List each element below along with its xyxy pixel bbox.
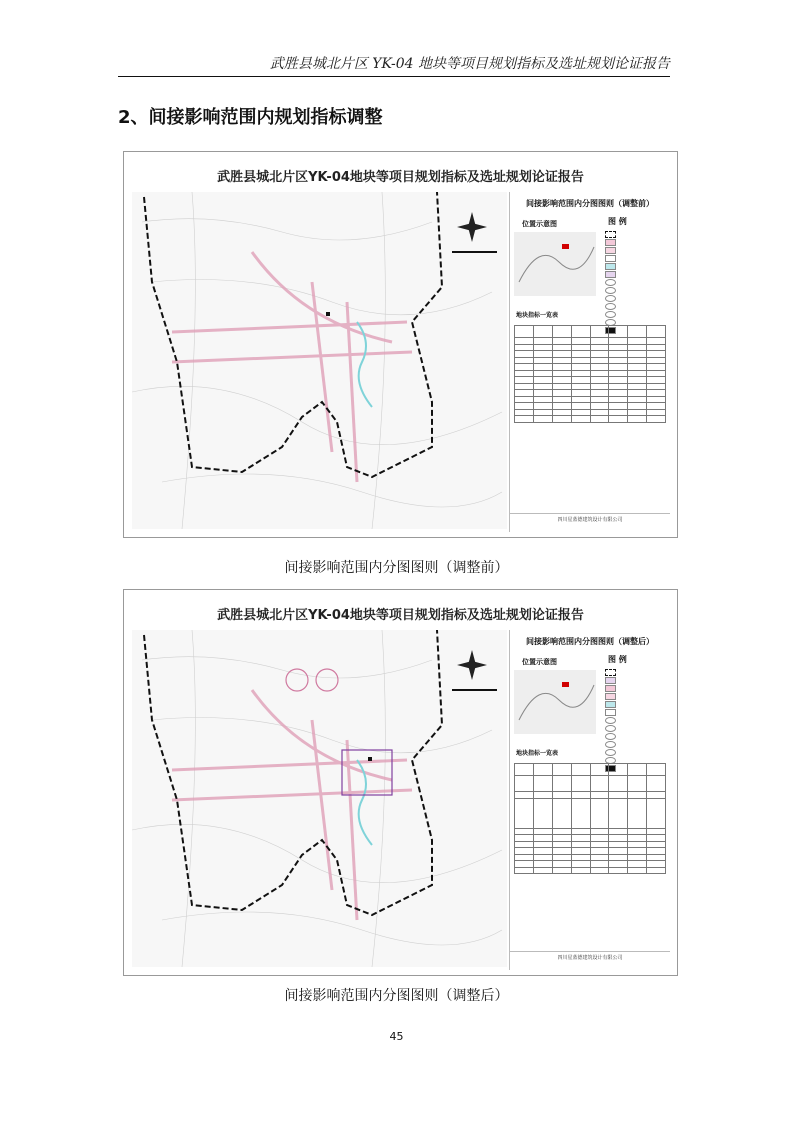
legend-item <box>605 270 667 278</box>
location-label: 位置示意图 <box>522 220 557 228</box>
figure-caption: 间接影响范围内分图图则（调整前） <box>284 560 509 576</box>
location-map <box>514 670 596 734</box>
legend-item <box>605 692 667 700</box>
legend-item <box>605 708 667 716</box>
legend-item <box>605 668 667 676</box>
legend-item <box>605 286 667 294</box>
legend-item <box>605 724 667 732</box>
info-panel <box>509 630 670 970</box>
page-number: 45 <box>389 1030 404 1043</box>
legend-item <box>605 684 667 692</box>
legend-item <box>605 230 667 238</box>
legend-item <box>605 748 667 756</box>
panel-title: 间接影响范围内分图图则（调整前） <box>526 199 654 208</box>
legend-item <box>605 238 667 246</box>
info-panel <box>509 192 670 532</box>
legend-item <box>605 294 667 302</box>
legend-item <box>605 254 667 262</box>
location-label: 位置示意图 <box>522 658 557 666</box>
section-title: 2、间接影响范围内规划指标调整 <box>118 107 383 128</box>
figure-caption: 间接影响范围内分图图则（调整后） <box>284 988 509 1004</box>
running-header: 武胜县城北片区 YK-04 地块等项目规划指标及选址规划论证报告 <box>269 56 670 72</box>
planning-map-before <box>123 151 678 538</box>
table-label: 地块指标一览表 <box>516 750 559 757</box>
company-name: 四川星蓝德建筑设计有限公司 <box>510 513 670 526</box>
indicator-table <box>514 763 666 874</box>
map-drawing <box>132 630 507 967</box>
legend-item <box>605 700 667 708</box>
header-rule <box>118 76 670 77</box>
map-title: 武胜县城北片区YK-04地块等项目规划指标及选址规划论证报告 <box>217 608 584 623</box>
planning-map-after <box>123 589 678 976</box>
legend-item <box>605 262 667 270</box>
company-name: 四川星蓝德建筑设计有限公司 <box>510 951 670 964</box>
map-title: 武胜县城北片区YK-04地块等项目规划指标及选址规划论证报告 <box>217 170 584 185</box>
location-map <box>514 232 596 296</box>
indicator-table <box>514 325 666 423</box>
legend-label: 图 例 <box>608 655 627 664</box>
panel-title: 间接影响范围内分图图则（调整后） <box>526 637 654 646</box>
legend-item <box>605 310 667 318</box>
legend-item <box>605 246 667 254</box>
legend-item <box>605 740 667 748</box>
legend-item <box>605 278 667 286</box>
legend-label: 图 例 <box>608 217 627 226</box>
legend-item <box>605 716 667 724</box>
legend-item <box>605 302 667 310</box>
legend <box>605 668 667 772</box>
legend-item <box>605 676 667 684</box>
legend-item <box>605 732 667 740</box>
table-label: 地块指标一览表 <box>516 312 559 319</box>
legend <box>605 230 667 334</box>
map-drawing <box>132 192 507 529</box>
